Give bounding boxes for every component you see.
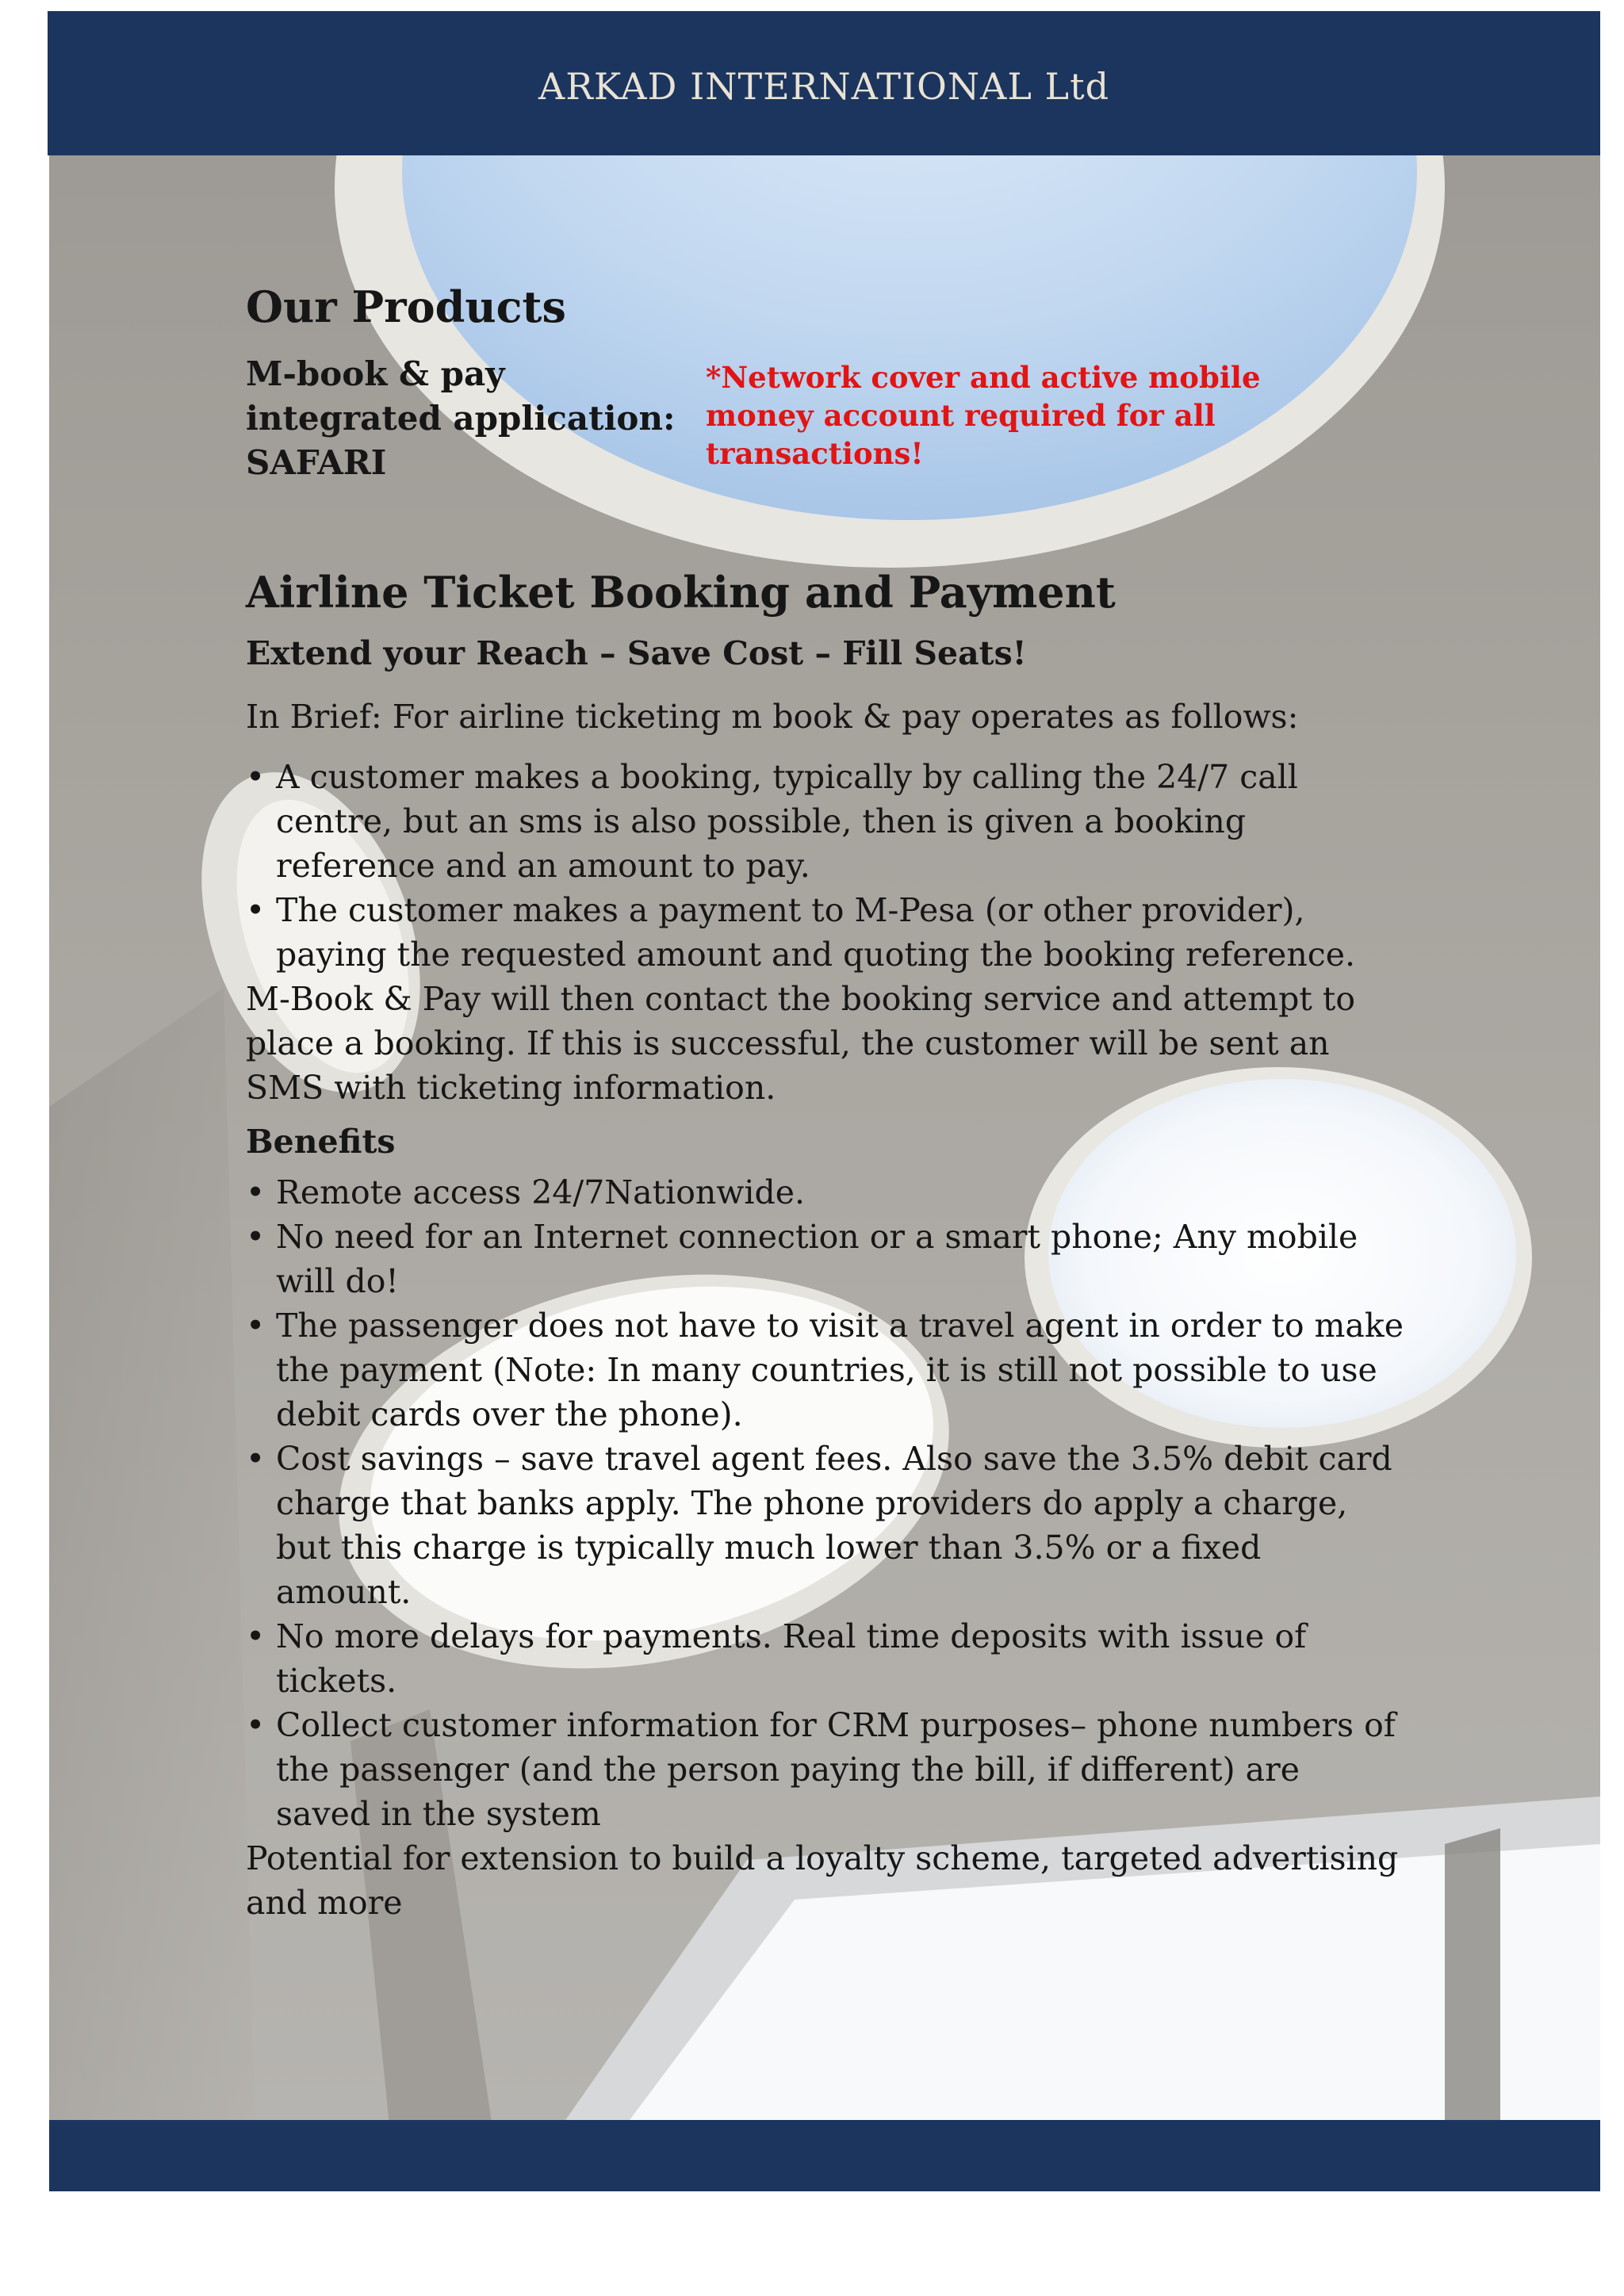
list-item: [246, 1215, 1404, 1303]
list-item-line: charge that banks apply. The phone providers do apply a charge,: [276, 1484, 1348, 1522]
app-name-line: SAFARI: [246, 443, 387, 482]
bullet-icon: •: [246, 758, 266, 796]
our-products-title: Our Products: [246, 281, 566, 332]
network-requirement-note: [706, 358, 1277, 473]
paragraph-line: SMS with ticketing information.: [246, 1069, 776, 1107]
list-item: [246, 755, 1404, 888]
closing-paragraph: [246, 1836, 1404, 1925]
list-item: [246, 888, 1404, 977]
bullet-icon: •: [246, 1307, 266, 1345]
bullet-icon: •: [246, 891, 266, 929]
bullet-icon: •: [246, 1173, 266, 1211]
paragraph-line: M-Book & Pay will then contact the booking service and attempt to: [246, 980, 1356, 1018]
list-item-line: The customer makes a payment to M-Pesa (or other provider),: [276, 891, 1305, 929]
list-item-line: debit cards over the phone).: [276, 1395, 743, 1433]
bullet-icon: •: [246, 1218, 266, 1256]
note-line: transactions!: [706, 436, 924, 471]
bullet-icon: •: [246, 1440, 266, 1478]
paragraph-line: and more: [246, 1884, 403, 1922]
bullet-icon: •: [246, 1617, 266, 1655]
document-content: [246, 279, 1404, 1925]
process-steps-list: [246, 755, 1404, 977]
airline-section-title: Airline Ticket Booking and Payment: [246, 567, 1116, 618]
list-item-line: A customer makes a booking, typically by calling the 24/7 call: [276, 758, 1298, 796]
bullet-icon: •: [246, 1706, 266, 1744]
benefits-heading: Benefits: [246, 1123, 396, 1161]
list-item-line: No need for an Internet connection or a smart phone; Any mobile: [276, 1218, 1358, 1256]
list-item-line: saved in the system: [276, 1795, 601, 1833]
list-item: [246, 1437, 1404, 1614]
note-line: *Network cover and active mobile: [706, 360, 1261, 395]
list-item-line: Collect customer information for CRM purposes– phone numbers of: [276, 1706, 1396, 1744]
app-name-line: M-book & pay: [246, 354, 505, 393]
list-item-line: Remote access 24/7Nationwide.: [276, 1173, 806, 1211]
list-item-line: paying the requested amount and quoting the booking reference.: [276, 936, 1355, 974]
note-line: money account required for all: [706, 398, 1216, 433]
products-section: [246, 279, 1404, 564]
list-item-line: The passenger does not have to visit a travel agent in order to make: [276, 1307, 1404, 1345]
list-item: [246, 1614, 1404, 1703]
paragraph-line: place a booking. If this is successful, the customer will be sent an: [246, 1024, 1330, 1062]
list-item-line: but this charge is typically much lower than 3.5% or a fixed: [276, 1529, 1262, 1567]
list-item: [246, 1303, 1404, 1437]
list-item: [246, 1703, 1404, 1836]
list-item-line: Cost savings – save travel agent fees. Also save the 3.5% debit card: [276, 1440, 1392, 1478]
list-item-line: the payment (Note: In many countries, it is still not possible to use: [276, 1351, 1377, 1389]
paragraph-line: Potential for extension to build a loyalty scheme, targeted advertising: [246, 1839, 1399, 1877]
app-name-line: integrated application:: [246, 399, 676, 438]
app-name-block: [246, 352, 690, 485]
list-item-line: No more delays for payments. Real time deposits with issue of: [276, 1617, 1307, 1655]
tagline: Extend your Reach – Save Cost – Fill Seats!: [246, 634, 1027, 672]
footer-band: [49, 2120, 1600, 2191]
list-item-line: tickets.: [276, 1662, 397, 1700]
list-item-line: the passenger (and the person paying the bill, if different) are: [276, 1751, 1300, 1789]
list-item: [246, 1170, 1404, 1215]
header-band: [48, 11, 1600, 155]
in-brief-text: In Brief: For airline ticketing m book & pay operates as follows:: [246, 698, 1299, 736]
company-name: ARKAD INTERNATIONAL Ltd: [538, 65, 1110, 108]
list-item-line: reference and an amount to pay.: [276, 847, 810, 885]
list-item-line: will do!: [276, 1262, 399, 1300]
benefits-list: [246, 1170, 1404, 1836]
booking-process-paragraph: [246, 977, 1404, 1110]
list-item-line: amount.: [276, 1573, 412, 1611]
list-item-line: centre, but an sms is also possible, then is given a booking: [276, 802, 1247, 840]
